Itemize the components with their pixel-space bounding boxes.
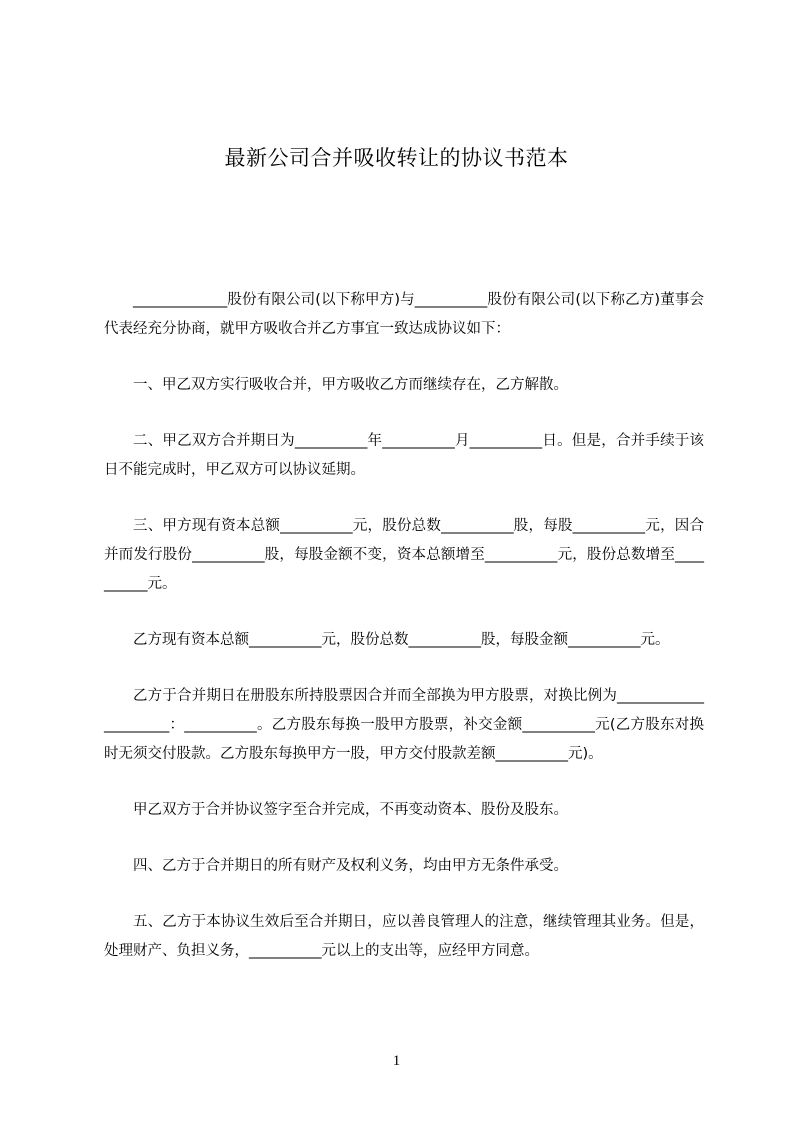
paragraph-clause-4: 四、乙方于合并期日的所有财产及权利义务，均由甲方无条件承受。: [133, 858, 568, 874]
paragraph-clause-3-exchange: 乙方于合并期日在册股东所持股票因合并而全部换为甲方股票，对换比例为_____________________：__________。乙方股东每换一股甲方股票，补交金额__________元(乙方股东对换时无须交付股款。乙方股东每换甲方一股，甲方交付股款差额__________元)。: [104, 688, 704, 762]
paragraph-intro: _____________股份有限公司(以下称甲方)与__________股份有限公司(以下称乙方)董事会代表经充分协商，就甲方吸收合并乙方事宜一致达成协议如下：: [104, 292, 704, 337]
page-number: 1: [392, 1053, 401, 1069]
paragraph-clause-2: 二、甲乙双方合并期日为__________年__________月__________日。但是，合并手续于该日不能完成时，甲乙双方可以协议延期。: [104, 433, 704, 478]
paragraph-clause-3: 三、甲方现有资本总额__________元，股份总数__________股，每股__________元，因合并而发行股份__________股，每股金额不变，资本总额增至__________元，股份总数增至__________元。: [104, 518, 704, 592]
paragraph-clause-3-freeze: 甲乙双方于合并协议签字至合并完成，不再变动资本、股份及股东。: [133, 802, 568, 818]
document-title: 最新公司合并吸收转让的协议书范本: [224, 146, 569, 170]
document-body: [104, 286, 704, 993]
paragraph-clause-3-party-b: 乙方现有资本总额__________元，股份总数__________股，每股金额__________元。: [133, 632, 670, 648]
paragraph-clause-5: 五、乙方于本协议生效后至合并期日，应以善良管理人的注意，继续管理其业务。但是，处理财产、负担义务，__________元以上的支出等，应经甲方同意。: [104, 914, 704, 959]
paragraph-clause-1: 一、甲乙双方实行吸收合并，甲方吸收乙方而继续存在，乙方解散。: [133, 377, 568, 393]
